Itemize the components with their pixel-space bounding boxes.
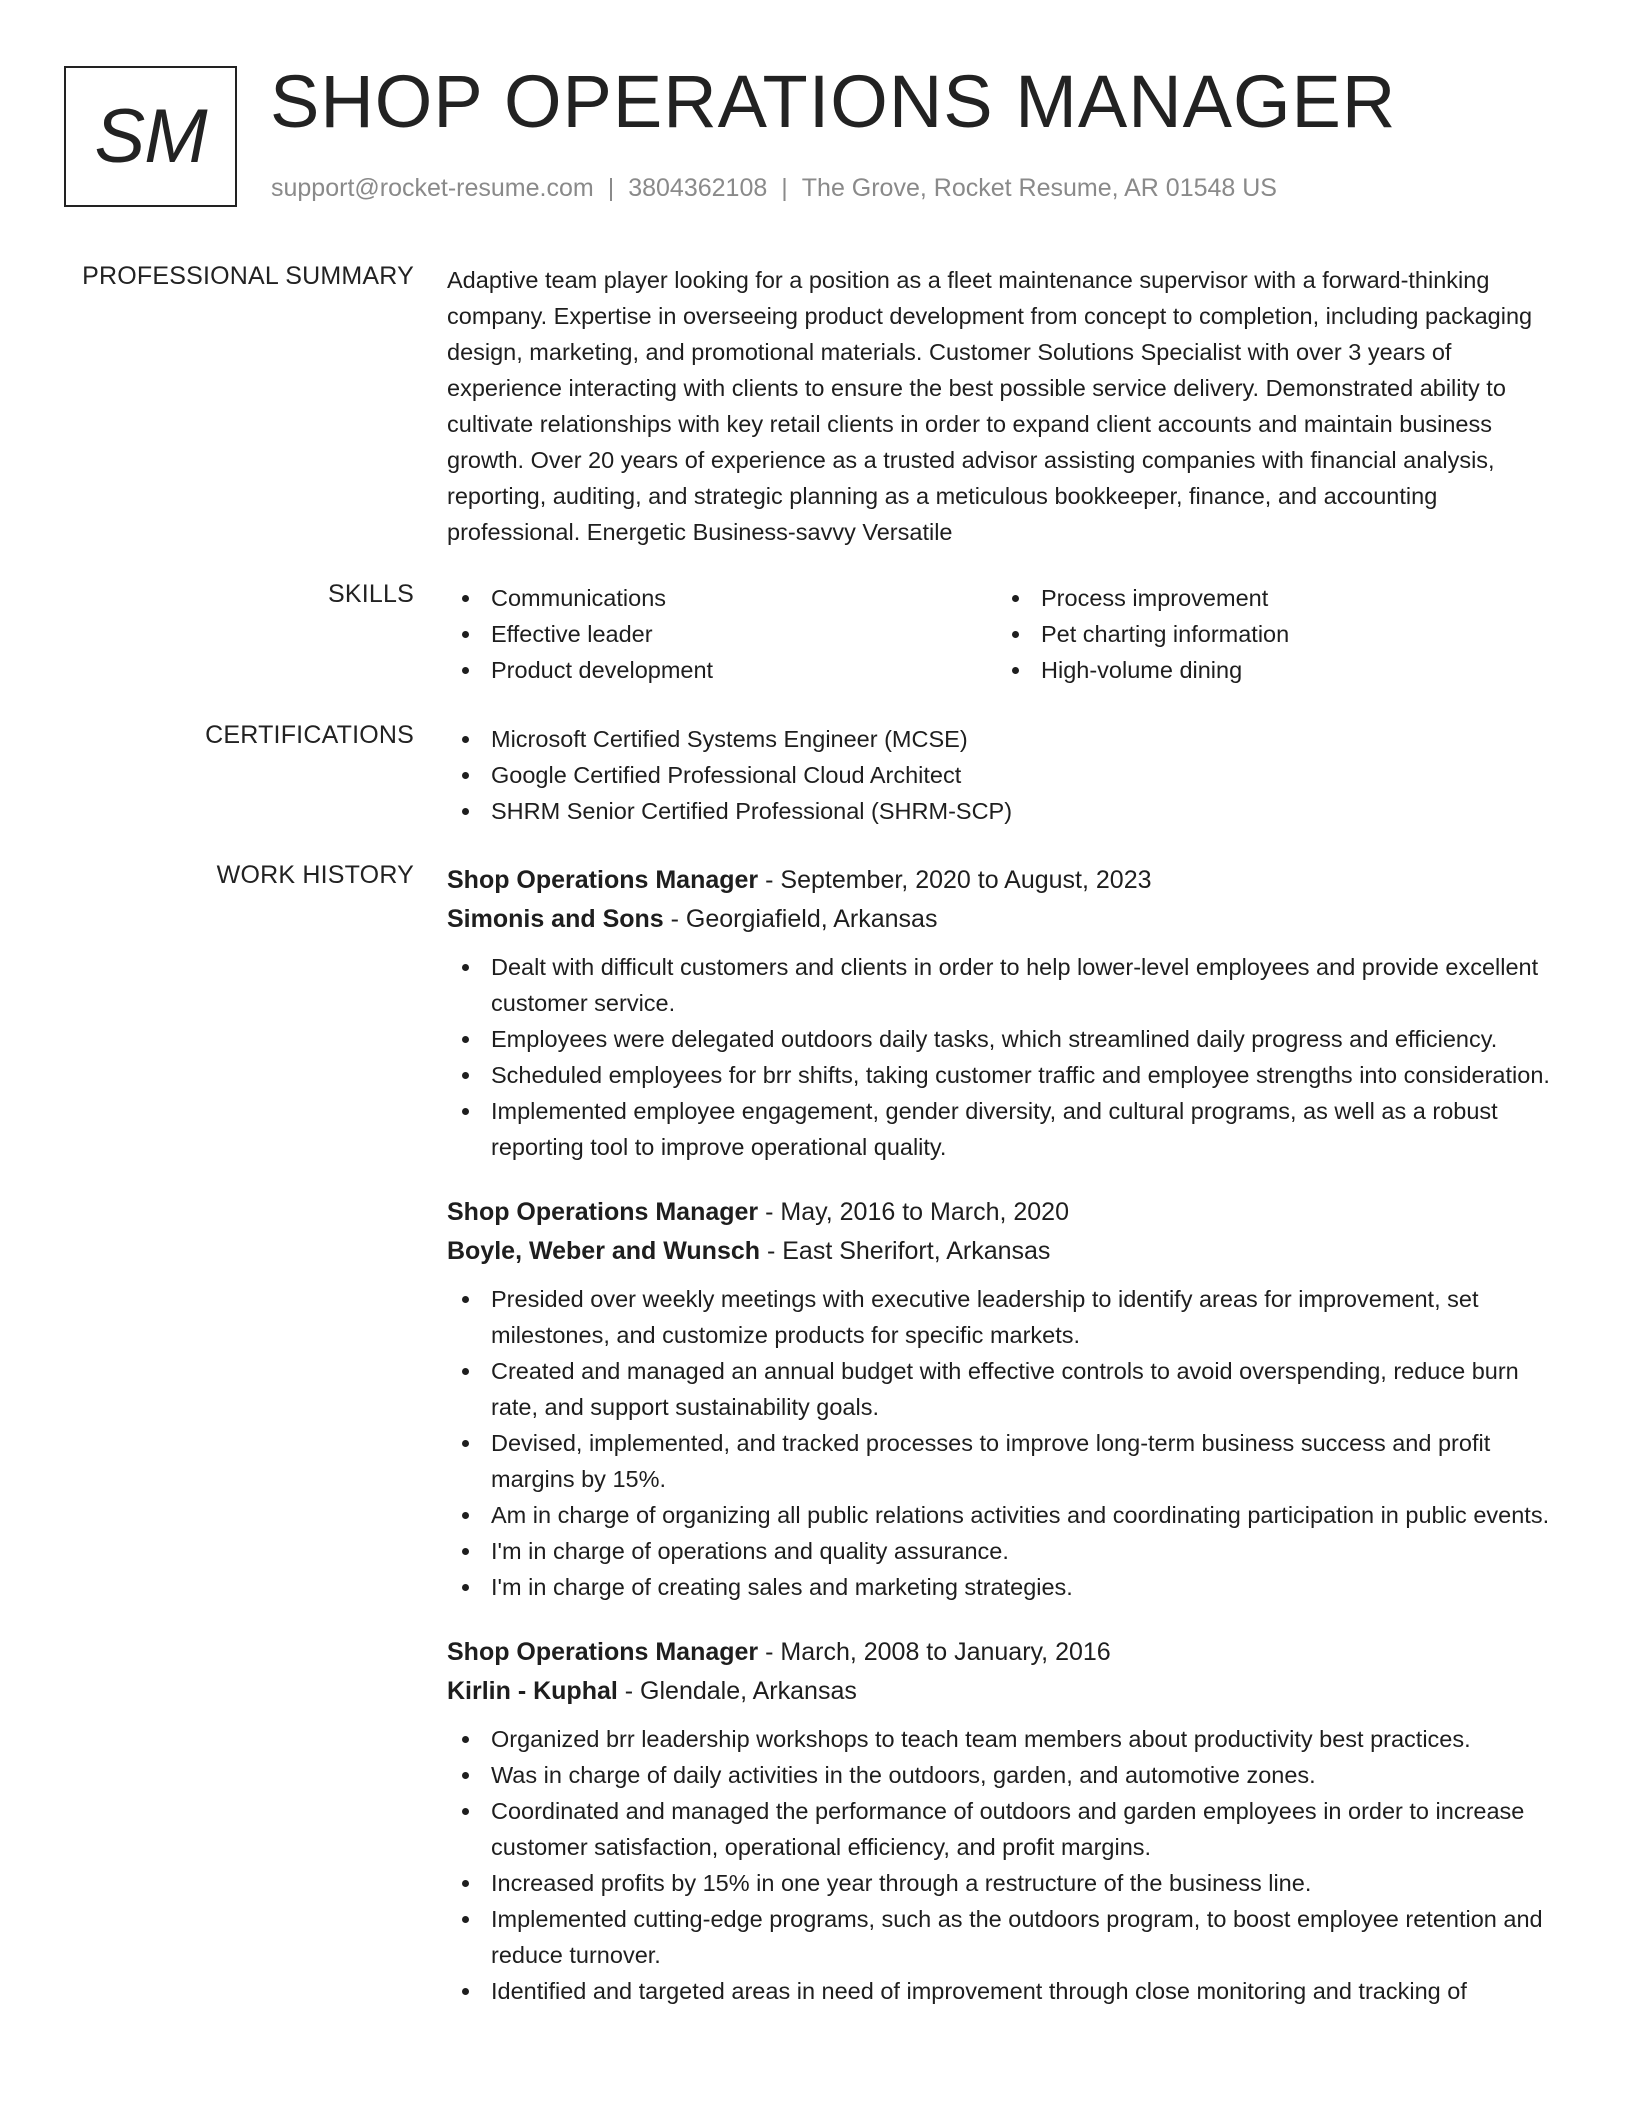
job-duty-item: Devised, implemented, and tracked processes to improve long-term business success and profit margins by 15%. — [447, 1425, 1567, 1497]
job-duty-item: Implemented employee engagement, gender diversity, and cultural programs, as well as a robust reporting tool to improve operational quality. — [447, 1093, 1567, 1165]
section-body-certifications — [447, 721, 1567, 829]
job-company: Kirlin - Kuphal — [447, 1677, 618, 1705]
resume-title: SHOP OPERATIONS MANAGER — [270, 60, 1397, 143]
job-duty-item: Dealt with difficult customers and clients in order to help lower-level employees and provide excellent customer service. — [447, 949, 1567, 1021]
job-title: Shop Operations Manager — [447, 1638, 759, 1666]
section-label-certifications: CERTIFICATIONS — [205, 721, 414, 749]
job-duty-item: Implemented cutting-edge programs, such as the outdoors program, to boost employee retention and reduce turnover. — [447, 1901, 1567, 1973]
job-duty-item: I'm in charge of creating sales and marketing strategies. — [447, 1569, 1567, 1605]
job-company: Boyle, Weber and Wunsch — [447, 1237, 761, 1265]
skills-column-left — [447, 580, 997, 688]
job-entry — [447, 1633, 1567, 2009]
job-duty-item: I'm in charge of operations and quality assurance. — [447, 1533, 1567, 1569]
job-company-line — [447, 1672, 1567, 1711]
job-duty-item: Created and managed an annual budget with effective controls to avoid overspending, reduce burn rate, and support sustainability goals. — [447, 1353, 1567, 1425]
job-duty-item: Identified and targeted areas in need of improvement through close monitoring and tracking of — [447, 1973, 1567, 2009]
certification-item: Microsoft Certified Systems Engineer (MCSE) — [447, 721, 1567, 757]
skills-column-right — [997, 580, 1547, 688]
certification-item: Google Certified Professional Cloud Architect — [447, 757, 1567, 793]
skills-list-right — [997, 580, 1547, 688]
job-duty-item: Presided over weekly meetings with executive leadership to identify areas for improvement, set milestones, and customize products for specific markets. — [447, 1281, 1567, 1353]
job-entry — [447, 1193, 1567, 1605]
job-duty-item: Organized brr leadership workshops to teach team members about productivity best practices. — [447, 1721, 1567, 1757]
job-company-line — [447, 900, 1567, 939]
job-duty-item: Increased profits by 15% in one year through a restructure of the business line. — [447, 1865, 1567, 1901]
contact-separator: | — [781, 174, 788, 202]
contact-phone[interactable]: 3804362108 — [628, 174, 768, 202]
job-title-line — [447, 1633, 1567, 1672]
job-title-line — [447, 1193, 1567, 1232]
job-duty-item: Employees were delegated outdoors daily tasks, which streamlined daily progress and efficiency. — [447, 1021, 1567, 1057]
job-location: - East Sherifort, Arkansas — [760, 1237, 1051, 1265]
job-duties-list — [447, 1721, 1567, 2009]
job-duty-item: Coordinated and managed the performance of outdoors and garden employees in order to increase customer satisfaction, operational efficiency, and profit margins. — [447, 1793, 1567, 1865]
job-dates: - September, 2020 to August, 2023 — [758, 866, 1152, 894]
certifications-list — [447, 721, 1567, 829]
skills-list-left — [447, 580, 997, 688]
job-duty-item: Scheduled employees for brr shifts, taking customer traffic and employee strengths into consideration. — [447, 1057, 1567, 1093]
job-title: Shop Operations Manager — [447, 866, 759, 894]
certification-item: SHRM Senior Certified Professional (SHRM-SCP) — [447, 793, 1567, 829]
contact-line — [271, 174, 1277, 203]
section-body-skills — [447, 580, 1567, 688]
section-label-skills: SKILLS — [328, 580, 414, 608]
job-duties-list — [447, 949, 1567, 1165]
job-duties-list — [447, 1281, 1567, 1605]
monogram-text: SM — [94, 94, 207, 179]
section-body-work-history — [447, 861, 1567, 2037]
contact-email[interactable]: support@rocket-resume.com — [271, 174, 594, 202]
job-company-line — [447, 1232, 1567, 1271]
skill-item: Pet charting information — [997, 616, 1547, 652]
skill-item: Process improvement — [997, 580, 1547, 616]
monogram-logo — [64, 66, 237, 207]
job-duty-item: Am in charge of organizing all public relations activities and coordinating participation in public events. — [447, 1497, 1567, 1533]
skills-grid — [447, 580, 1567, 688]
summary-text: Adaptive team player looking for a position as a fleet maintenance supervisor with a forward-thinking company. Expertise in overseeing product development from concept to completion, including packaging design, marketing, and promotional materials. Customer Solutions Specialist with over 3 years of experience interacting with clients to ensure the best possible service delivery. Demonstrated ability to cultivate relationships with key retail clients in order to expand client accounts and maintain business growth. Over 20 years of experience as a trusted advisor assisting companies with financial analysis, reporting, auditing, and strategic planning as a meticulous bookkeeper, finance, and accounting professional. Energetic Business-savvy Versatile — [447, 267, 1533, 545]
job-location: - Glendale, Arkansas — [617, 1677, 857, 1705]
job-duty-item: Was in charge of daily activities in the outdoors, garden, and automotive zones. — [447, 1757, 1567, 1793]
section-body-summary — [447, 262, 1567, 550]
section-label-summary: PROFESSIONAL SUMMARY — [82, 262, 414, 290]
contact-address: The Grove, Rocket Resume, AR 01548 US — [801, 174, 1277, 202]
skill-item: Communications — [447, 580, 997, 616]
job-entry — [447, 861, 1567, 1165]
job-location: - Georgiafield, Arkansas — [663, 905, 938, 933]
job-title: Shop Operations Manager — [447, 1198, 759, 1226]
section-label-work-history: WORK HISTORY — [216, 861, 414, 889]
job-dates: - March, 2008 to January, 2016 — [758, 1638, 1111, 1666]
skill-item: Product development — [447, 652, 997, 688]
skill-item: Effective leader — [447, 616, 997, 652]
job-dates: - May, 2016 to March, 2020 — [758, 1198, 1069, 1226]
job-title-line — [447, 861, 1567, 900]
contact-separator: | — [607, 174, 615, 202]
job-company: Simonis and Sons — [447, 905, 664, 933]
skill-item: High-volume dining — [997, 652, 1547, 688]
